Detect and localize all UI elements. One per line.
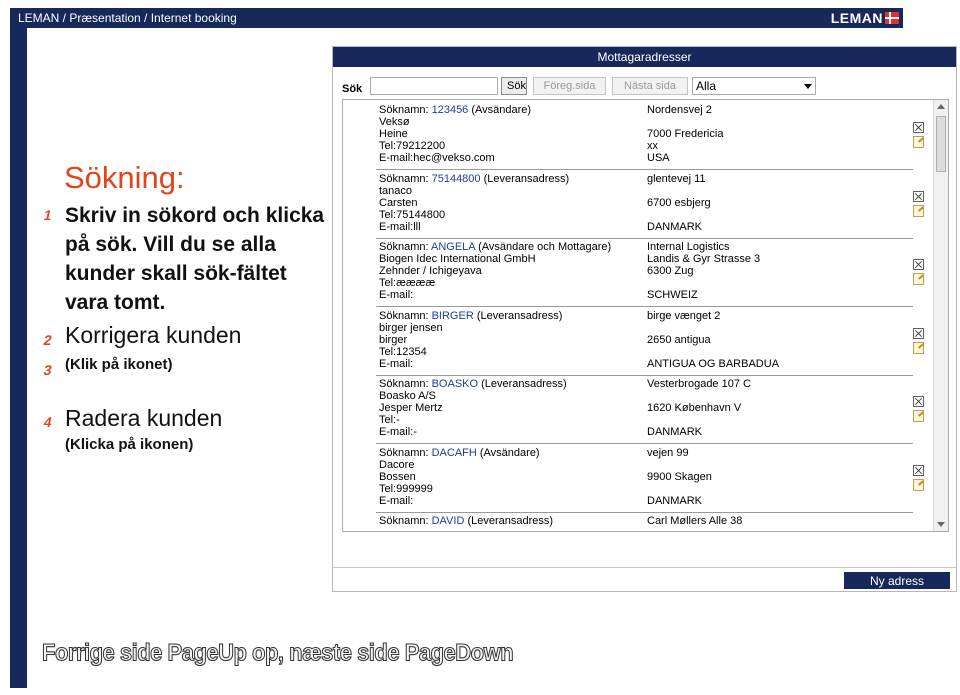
entry-detail-line: Tel:79212200	[379, 140, 446, 152]
entry-address-line: SCHWEIZ	[647, 289, 698, 301]
entry-type: (Avsändare)	[468, 104, 532, 116]
entry-detail-line: Jesper Mertz	[379, 402, 443, 414]
edit-icon[interactable]	[913, 479, 924, 491]
entry-address-line: Vesterbrogade 107 C	[647, 378, 751, 390]
edit-icon[interactable]	[913, 342, 924, 354]
entry-detail-line: E-mail:hec@vekso.com	[379, 152, 495, 164]
list-scrollbar[interactable]	[933, 100, 948, 531]
search-button[interactable]: Sök	[501, 77, 527, 95]
entry-search-name	[379, 447, 540, 459]
list-item	[343, 445, 923, 513]
entry-code-link[interactable]: 123456	[431, 104, 469, 116]
entry-detail-line: Tel:ææææ	[379, 277, 436, 289]
entry-detail-line: Tel:75144800	[379, 208, 446, 221]
entry-address-line: Landis & Gyr Strasse 3	[647, 253, 761, 265]
filter-select-value: Alla	[696, 79, 717, 93]
edit-icon[interactable]	[913, 136, 924, 148]
entry-address-line: DANMARK	[647, 426, 703, 438]
step-number-2: 2	[42, 332, 54, 348]
entry-detail-line: E-mail:	[379, 494, 414, 507]
entry-address-line: Internal Logistics	[647, 241, 730, 253]
entry-code-link[interactable]: BIRGER	[431, 309, 474, 322]
entry-address-line: Nordensvej 2	[647, 104, 712, 116]
entry-search-name	[379, 310, 562, 322]
list-item	[343, 513, 923, 532]
danish-flag-icon	[885, 12, 899, 24]
entry-detail-line: Biogen Idec International GmbH	[379, 253, 536, 265]
step-number-1: 1	[42, 207, 54, 223]
entry-type: (Avsändare och Mottagare)	[475, 241, 612, 253]
entry-detail-line: E-mail:lll	[379, 220, 421, 233]
search-name-label: Söknamn:	[379, 172, 432, 185]
search-label: Sök	[342, 83, 363, 95]
entry-address-line: ANTIGUA OG BARBADUA	[647, 357, 780, 370]
logo-text: LEMAN	[830, 10, 883, 26]
entry-address-line: xx	[647, 140, 658, 152]
search-input[interactable]	[370, 77, 498, 95]
list-item	[343, 171, 923, 239]
top-bar	[10, 8, 903, 28]
list-item	[343, 102, 923, 170]
delete-icon[interactable]	[913, 396, 924, 407]
entry-code-link[interactable]: DACAFH	[431, 446, 477, 459]
entry-detail-line: Boasko A/S	[379, 390, 436, 402]
delete-icon[interactable]	[913, 328, 924, 339]
entry-code-link[interactable]: DAVID	[431, 515, 465, 527]
scroll-thumb[interactable]	[936, 116, 946, 172]
entry-detail-line: Bossen	[379, 470, 416, 483]
panel-divider	[333, 567, 956, 568]
step1-text: Skriv in sökord och klicka på sök. Vill du se alla kunder skall sök-fältet vara tomt.	[65, 204, 325, 314]
delete-icon[interactable]	[913, 122, 924, 133]
list-item	[343, 308, 923, 376]
entry-address-line: birge vænget 2	[647, 309, 721, 322]
step2-text: Korrigera kunden	[65, 322, 242, 348]
entry-address-line: 1620 København V	[647, 402, 742, 414]
entry-type: (Leveransadress)	[478, 378, 567, 390]
leman-logo	[831, 10, 899, 26]
entry-detail-line: Zehnder / Ichigeyava	[379, 265, 482, 277]
entry-search-name	[379, 104, 531, 116]
entry-address-line: DANMARK	[647, 494, 703, 507]
entry-search-name	[379, 515, 553, 527]
delete-icon[interactable]	[913, 465, 924, 476]
entry-address-line: 7000 Fredericia	[647, 128, 724, 140]
entry-detail-line: Tel:12354	[379, 345, 427, 358]
footer-text: Forrige side PageUp op, næste side PageDown	[42, 638, 514, 667]
entry-address-line: DANMARK	[647, 220, 703, 233]
new-address-button[interactable]: Ny adress	[844, 572, 950, 589]
entry-detail-line: E-mail:-	[379, 426, 417, 438]
search-name-label: Söknamn:	[379, 309, 432, 322]
entry-detail-line: Tel:-	[379, 414, 400, 426]
entry-type: (Leveransadress)	[480, 172, 570, 185]
entry-detail-line: E-mail:	[379, 357, 414, 370]
entry-code-link[interactable]: ANGELA	[430, 241, 476, 253]
address-panel	[332, 46, 957, 592]
prev-page-button[interactable]: Föreg.sida	[533, 77, 606, 95]
entry-type: (Avsändare)	[476, 446, 540, 459]
step-number-4: 4	[42, 414, 54, 430]
entry-address-line: Carl Møllers Alle 38	[647, 515, 743, 527]
scroll-down-icon[interactable]	[937, 522, 945, 527]
edit-icon[interactable]	[913, 410, 924, 422]
search-name-label: Söknamn:	[379, 241, 431, 253]
slide-heading: Sökning:	[64, 160, 185, 195]
entry-search-name	[379, 241, 611, 253]
entry-address-line: 6700 esbjerg	[647, 196, 711, 209]
entry-address-line: 2650 antigua	[647, 333, 711, 346]
entry-detail-line: Carsten	[379, 196, 418, 209]
search-name-label: Söknamn:	[379, 515, 432, 527]
entry-detail-line: Tel:999999	[379, 482, 433, 495]
breadcrumb: LEMAN / Præsentation / Internet booking	[18, 11, 237, 25]
entry-address-line: USA	[647, 152, 670, 164]
entry-detail-line: Dacore	[379, 458, 415, 471]
address-list	[342, 99, 949, 532]
delete-icon[interactable]	[913, 259, 924, 270]
next-page-button[interactable]: Nästa sida	[612, 77, 688, 95]
filter-select[interactable]	[692, 77, 816, 95]
edit-icon[interactable]	[913, 273, 924, 285]
entry-detail-line: Veksø	[379, 116, 410, 128]
entry-address-line: vejen 99	[647, 446, 689, 459]
entry-detail-line: birger jensen	[379, 321, 443, 334]
list-item	[343, 376, 923, 444]
entry-type: (Leveransadress)	[473, 309, 563, 322]
list-item	[343, 239, 923, 307]
panel-title: Mottagaradresser	[333, 47, 956, 67]
entry-address-line: 9900 Skagen	[647, 470, 712, 483]
entry-detail-line: birger	[379, 333, 408, 346]
left-stripe	[10, 28, 27, 688]
chevron-down-icon	[804, 84, 812, 89]
search-name-label: Söknamn:	[379, 104, 432, 116]
scroll-up-icon[interactable]	[937, 104, 945, 109]
search-toolbar	[333, 77, 956, 99]
step4-text: Radera kunden	[65, 405, 223, 431]
entry-code-link[interactable]: BOASKO	[431, 378, 479, 390]
entry-search-name	[379, 173, 569, 185]
edit-icon[interactable]	[913, 205, 924, 217]
entry-detail-line: Heine	[379, 128, 408, 140]
entry-detail-line: tanaco	[379, 184, 413, 197]
entry-address-line: 6300 Zug	[647, 265, 694, 277]
entry-search-name	[379, 378, 567, 390]
entry-address-line: glentevej 11	[647, 172, 706, 185]
step3-text: (Klik på ikonet)	[65, 356, 173, 373]
search-name-label: Söknamn:	[379, 378, 432, 390]
delete-icon[interactable]	[913, 191, 924, 202]
entry-detail-line: E-mail:	[379, 289, 414, 301]
entry-code-link[interactable]: 75144800	[431, 172, 481, 185]
step-number-3: 3	[42, 362, 54, 378]
entry-type: (Leveransadress)	[464, 515, 554, 527]
search-name-label: Söknamn:	[379, 446, 432, 459]
step4-subtext: (Klicka på ikonen)	[65, 436, 194, 453]
